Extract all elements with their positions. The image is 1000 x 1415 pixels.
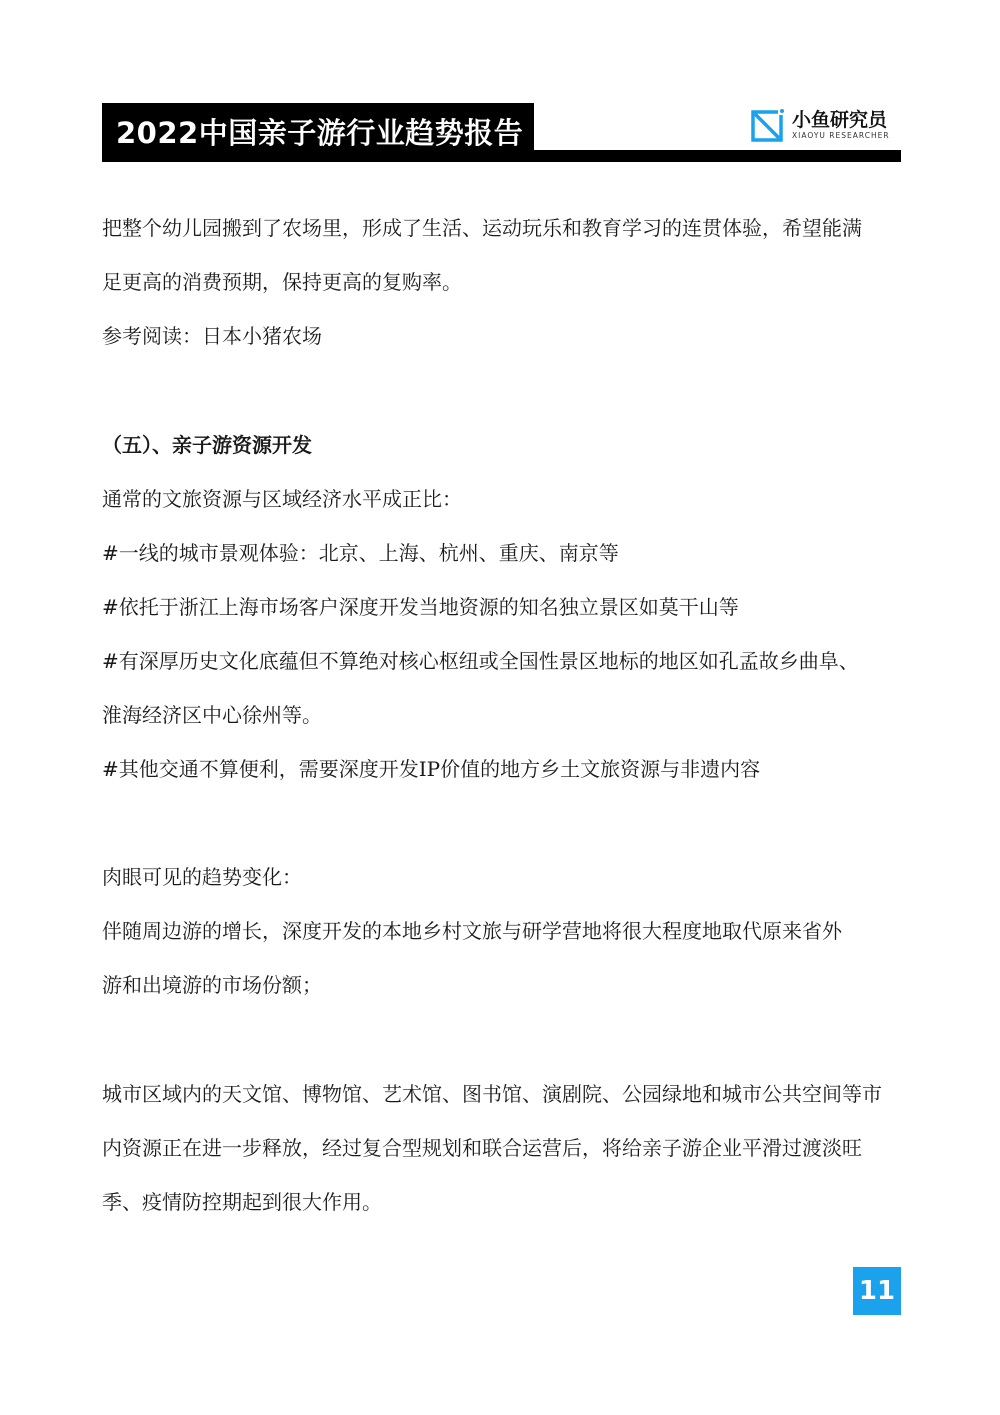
brand-subtitle: XIAOYU RESEARCHER [792, 131, 890, 140]
paragraph-line: 季、疫情防控期起到很大作用。 [102, 1190, 382, 1214]
intro-line: 通常的文旅资源与区域经济水平成正比： [102, 487, 462, 511]
section-heading: （五）、亲子游资源开发 [102, 433, 312, 457]
paragraph-line: 把整个幼儿园搬到了农场里，形成了生活、运动玩乐和教育学习的连贯体验，希望能满 [102, 216, 862, 240]
bullet-item: #依托于浙江上海市场客户深度开发当地资源的知名独立景区如莫干山等 [102, 595, 739, 619]
reference-line: 参考阅读：日本小猪农场 [102, 324, 322, 348]
header-title-box [102, 103, 534, 159]
report-title: 2022中国亲子游行业趋势报告 [116, 115, 524, 150]
paragraph-line: 城市区域内的天文馆、博物馆、艺术馆、图书馆、演剧院、公园绿地和城市公共空间等市 [102, 1082, 882, 1106]
paragraph-line: 足更高的消费预期，保持更高的复购率。 [102, 270, 462, 294]
bullet-item-continued: 淮海经济区中心徐州等。 [102, 703, 322, 727]
brand-logo-icon [750, 107, 786, 143]
page-number: 11 [853, 1267, 901, 1315]
paragraph-line: 内资源正在进一步释放，经过复合型规划和联合运营后，将给亲子游企业平滑过渡淡旺 [102, 1136, 862, 1160]
bullet-item: #其他交通不算便利，需要深度开发IP价值的地方乡土文旅资源与非遗内容 [102, 757, 761, 781]
brand-name: 小鱼研究员 [792, 109, 888, 131]
paragraph-line: 游和出境游的市场份额； [102, 973, 322, 997]
bullet-item: #有深厚历史文化底蕴但不算绝对核心枢纽或全国性景区地标的地区如孔孟故乡曲阜、 [102, 649, 859, 673]
trend-heading: 肉眼可见的趋势变化： [102, 865, 302, 889]
brand [750, 104, 902, 146]
bullet-item: #一线的城市景观体验：北京、上海、杭州、重庆、南京等 [102, 541, 619, 565]
paragraph-line: 伴随周边游的增长，深度开发的本地乡村文旅与研学营地将很大程度地取代原来省外 [102, 919, 842, 943]
